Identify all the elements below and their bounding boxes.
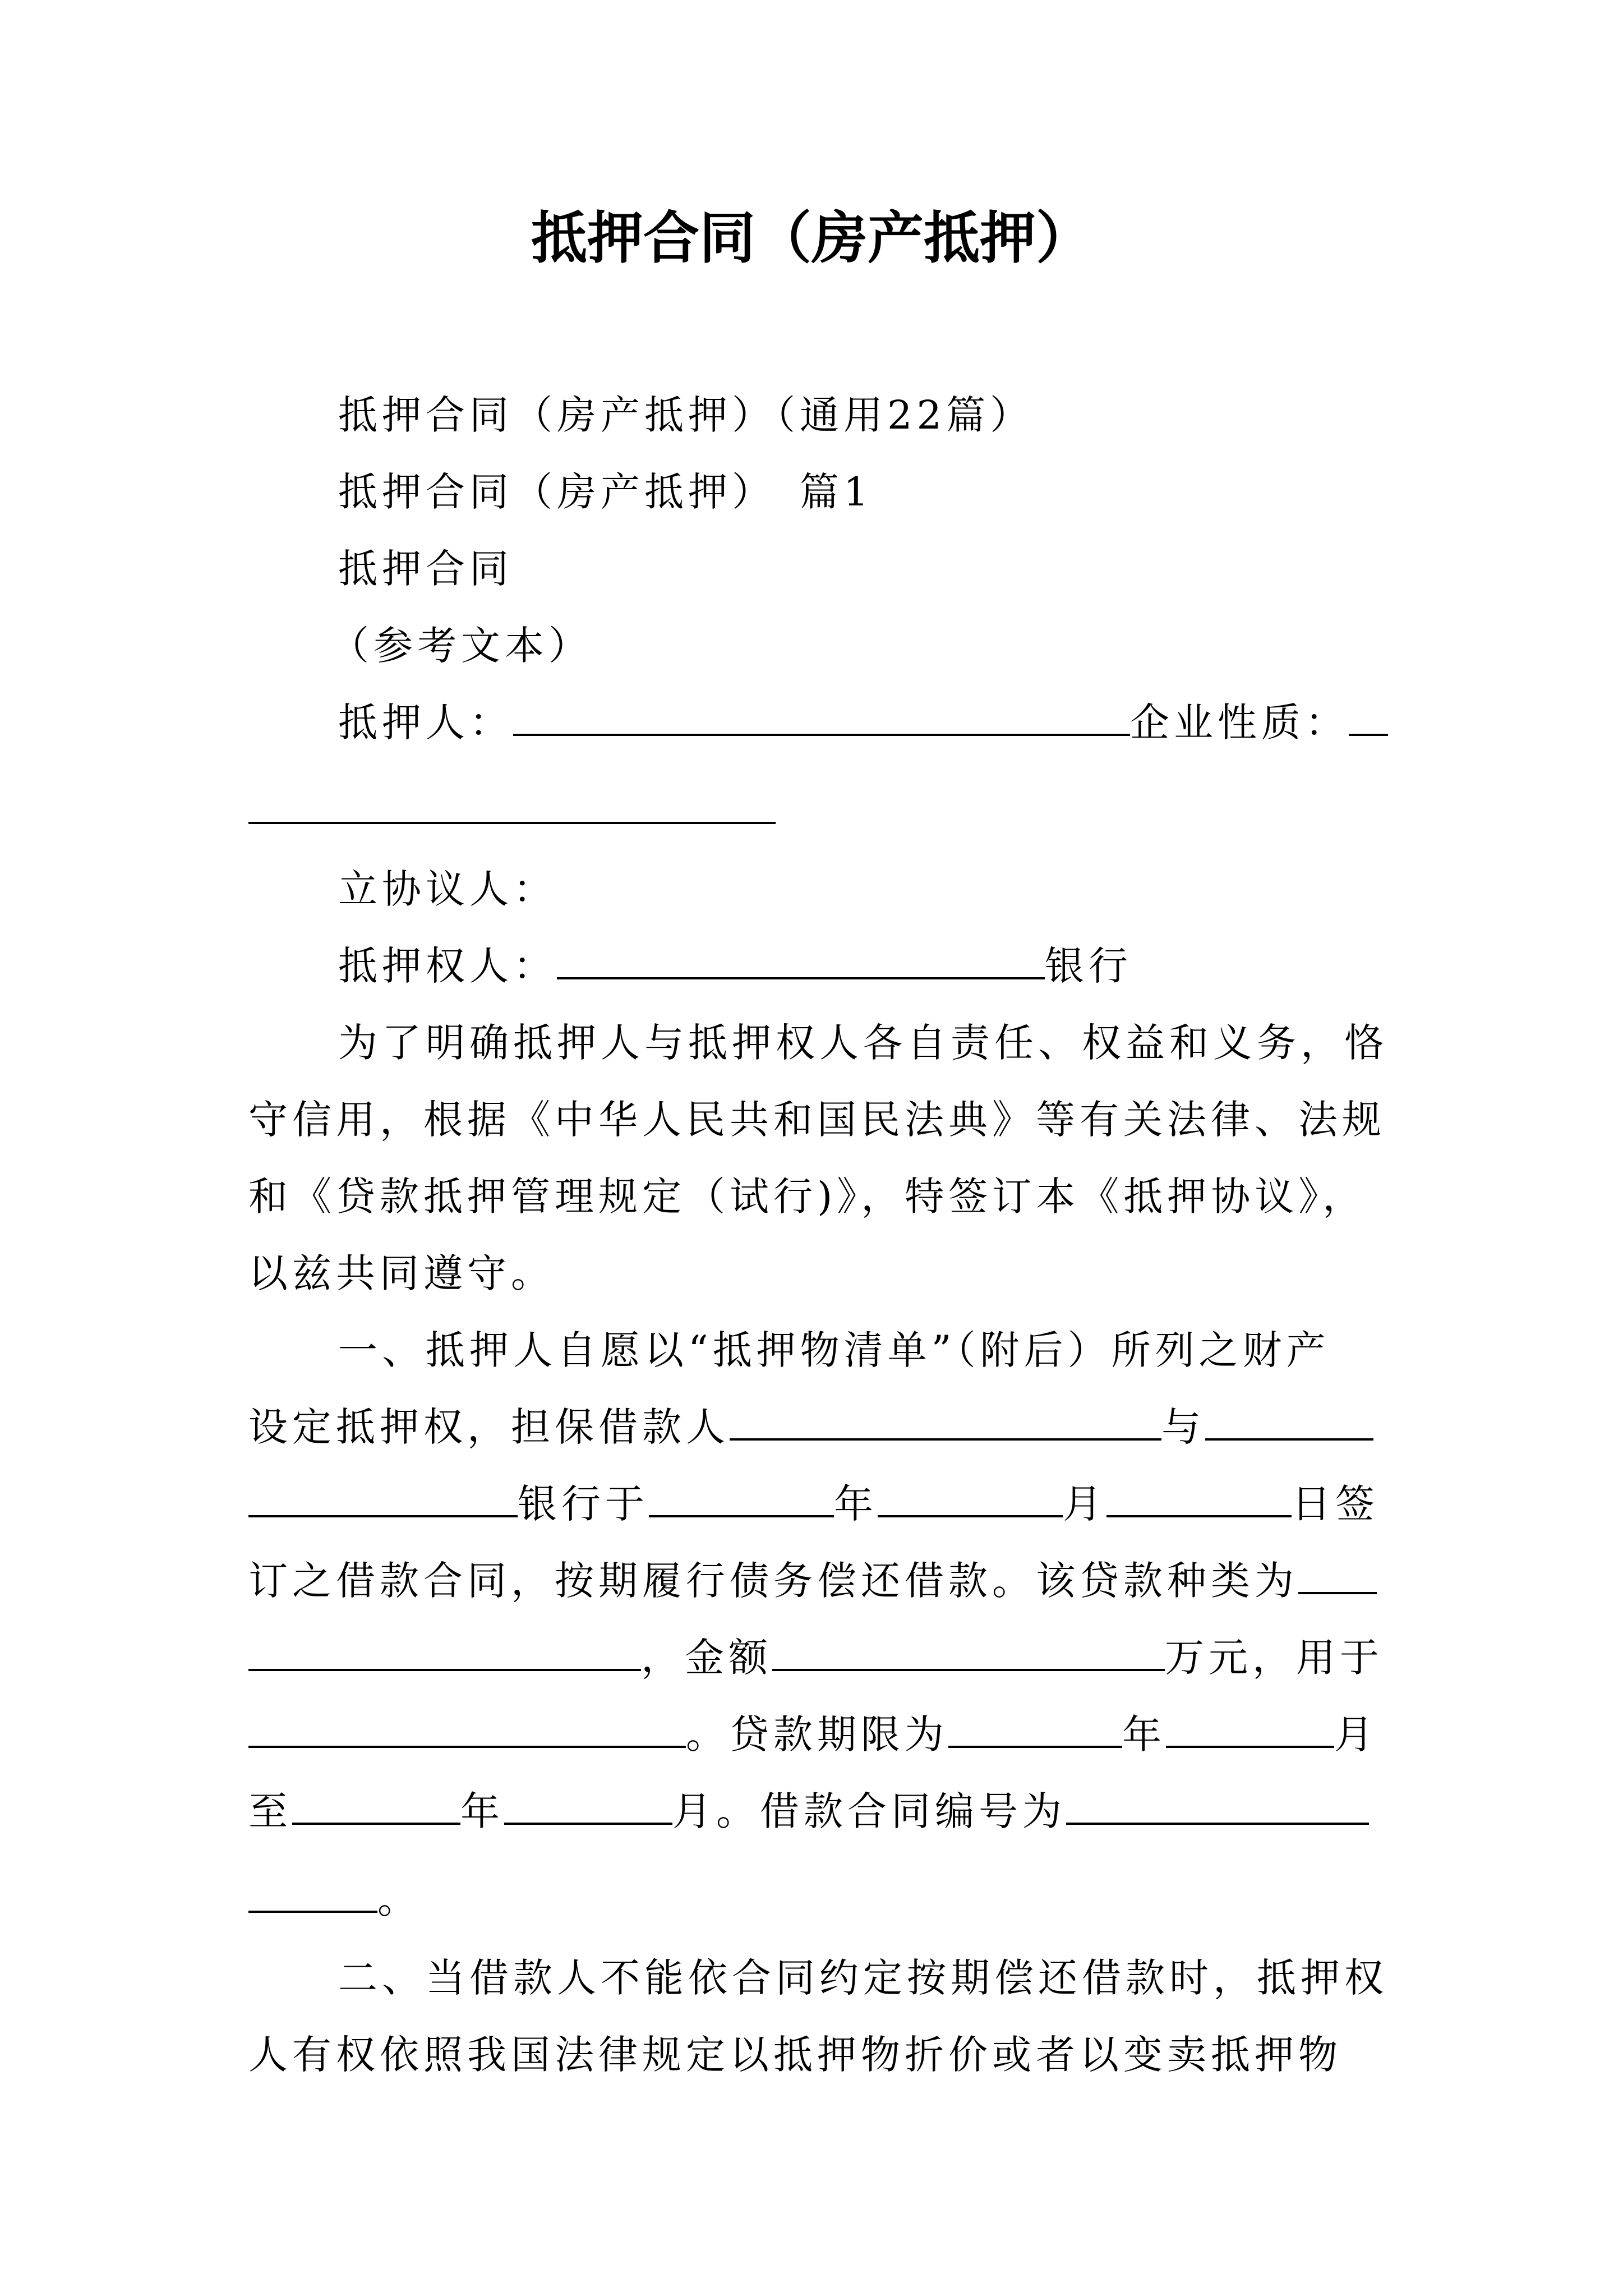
contract-name: 抵押合同 — [338, 546, 513, 592]
mortgagee-label: 抵押权人： — [338, 943, 557, 989]
text-fragment: 年 — [834, 1481, 878, 1527]
bank-label: 银行 — [1045, 943, 1132, 989]
term-year-blank — [948, 1712, 1122, 1748]
term-month-blank — [1166, 1712, 1334, 1748]
text-fragment: 订之借款合同，按期履行债务偿还借款。该贷款种类为 — [248, 1558, 1298, 1604]
clause-one-line — [248, 1696, 1388, 1773]
purpose-blank — [248, 1712, 686, 1748]
contract-number-blank — [1066, 1789, 1369, 1825]
reference-note: （参考文本） — [330, 623, 592, 669]
text-fragment: 万元，用于 — [1165, 1635, 1384, 1681]
clause-two-line: 二、当借款人不能依合同约定按期偿还借款时，抵押权 — [338, 1955, 1388, 2001]
clause-one-line — [248, 1850, 1388, 1940]
end-month-blank — [504, 1789, 672, 1825]
text-fragment: 日签 — [1292, 1481, 1379, 1527]
lender-bank-blank — [1205, 1405, 1373, 1441]
mortgagor-blank — [513, 700, 1130, 736]
text-fragment: 。 — [377, 1876, 421, 1922]
enterprise-label: 企业性质： — [1130, 700, 1349, 746]
agreement-parties: 立协议人： — [338, 866, 557, 912]
text-fragment: 至 — [248, 1788, 292, 1834]
text-fragment: 年 — [1122, 1711, 1166, 1757]
enterprise-continuation-line — [248, 761, 1388, 851]
paragraph-line: 为了明确抵押人与抵押权人各自责任、权益和义务，恪 — [338, 1020, 1388, 1066]
clause-one-line: 一、抵押人自愿以“抵押物清单”（附后）所列之财产 — [338, 1327, 1330, 1373]
paragraph-line: 守信用，根据《中华人民共和国民法典》等有关法律、法规 — [248, 1097, 1386, 1143]
document-title: 抵押合同（房产抵押） — [531, 205, 1092, 271]
year-blank — [649, 1481, 834, 1517]
enterprise-blank — [1349, 700, 1388, 736]
loan-type-blank-continued — [248, 1635, 641, 1671]
month-blank — [878, 1481, 1063, 1517]
clause-one-line — [248, 1466, 1388, 1543]
mortgagee-line — [248, 928, 1388, 1005]
text-fragment: 与 — [1161, 1404, 1205, 1450]
text-fragment: 银行于 — [518, 1481, 649, 1527]
contract-number-blank-continued — [248, 1877, 377, 1913]
clause-one-line — [248, 1773, 1388, 1850]
borrower-blank — [730, 1405, 1161, 1441]
text-fragment: 年 — [460, 1788, 504, 1834]
mortgagor-label: 抵押人： — [338, 700, 513, 746]
mortgagor-line — [248, 684, 1388, 761]
clause-two-line: 人有权依照我国法律规定以抵押物折价或者以变卖抵押物 — [248, 2032, 1342, 2078]
document-body — [248, 377, 1388, 2093]
paragraph-line: 以兹共同遵守。 — [248, 1250, 555, 1296]
text-fragment: 。贷款期限为 — [686, 1711, 948, 1757]
article-heading: 抵押合同（房产抵押） 篇1 — [338, 469, 873, 515]
day-blank — [1106, 1481, 1292, 1517]
text-fragment: 月 — [1063, 1481, 1106, 1527]
amount-blank — [772, 1635, 1165, 1671]
text-fragment: 月 — [1334, 1711, 1378, 1757]
clause-one-line — [248, 1543, 1388, 1619]
text-fragment: 设定抵押权，担保借款人 — [248, 1404, 730, 1450]
enterprise-blank-continued — [248, 788, 776, 824]
loan-type-blank — [1298, 1558, 1377, 1594]
text-fragment: 月。借款合同编号为 — [672, 1788, 1066, 1834]
text-fragment: ，金额 — [641, 1635, 772, 1681]
collection-heading: 抵押合同（房产抵押）（通用22篇） — [338, 392, 1034, 438]
end-year-blank — [292, 1789, 460, 1825]
clause-one-line — [248, 1389, 1388, 1466]
paragraph-line: 和《贷款抵押管理规定（试行)》，特签订本《抵押协议》， — [248, 1174, 1367, 1220]
mortgagee-blank — [557, 944, 1045, 979]
lender-bank-blank-continued — [248, 1481, 518, 1517]
clause-one-line — [248, 1619, 1388, 1696]
